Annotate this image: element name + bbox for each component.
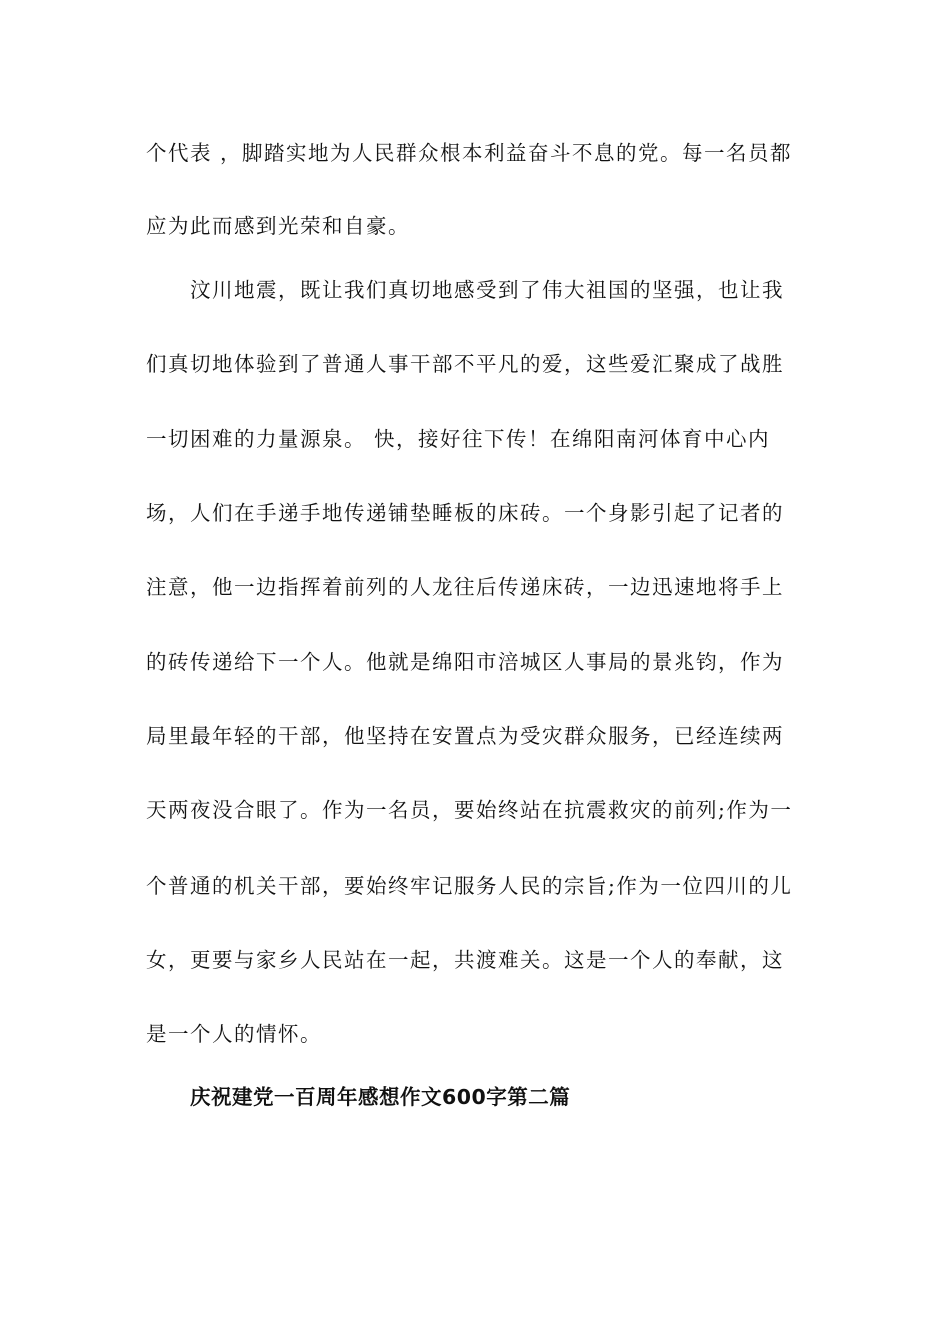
paragraph-line: 注意，他一边指挥着前列的人龙往后传递床砖，一边迅速地将手上 — [146, 575, 784, 599]
paragraph-line: 应为此而感到光荣和自豪。 — [146, 214, 410, 238]
paragraph-line: 天两夜没合眼了。作为一名员，要始终站在抗震救灾的前列;作为一 — [146, 798, 793, 822]
paragraph-line: 汶川地震，既让我们真切地感受到了伟大祖国的坚强，也让我 — [190, 278, 784, 302]
paragraph-line: 一切困难的力量源泉。 快，接好往下传！在绵阳南河体育中心内 — [146, 427, 771, 451]
paragraph-line: 场，人们在手递手地传递铺垫睡板的床砖。一个身影引起了记者的 — [146, 501, 784, 525]
paragraph-line: 局里最年轻的干部，他坚持在安置点为受灾群众服务，已经连续两 — [146, 724, 784, 748]
paragraph-line: 们真切地体验到了普通人事干部不平凡的爱，这些爱汇聚成了战胜 — [146, 352, 784, 376]
paragraph-line: 是一个人的情怀。 — [146, 1022, 322, 1046]
paragraph-line: 个代表 ，脚踏实地为人民群众根本利益奋斗不息的党。每一名员都 — [146, 141, 793, 165]
paragraph-line: 个普通的机关干部，要始终牢记服务人民的宗旨;作为一位四川的儿 — [146, 874, 793, 898]
section-heading: 庆祝建党一百周年感想作文600字第二篇 — [190, 1085, 571, 1109]
paragraph-line: 的砖传递给下一个人。他就是绵阳市涪城区人事局的景兆钧，作为 — [146, 650, 784, 674]
paragraph-line: 女，更要与家乡人民站在一起，共渡难关。这是一个人的奉献，这 — [146, 948, 784, 972]
